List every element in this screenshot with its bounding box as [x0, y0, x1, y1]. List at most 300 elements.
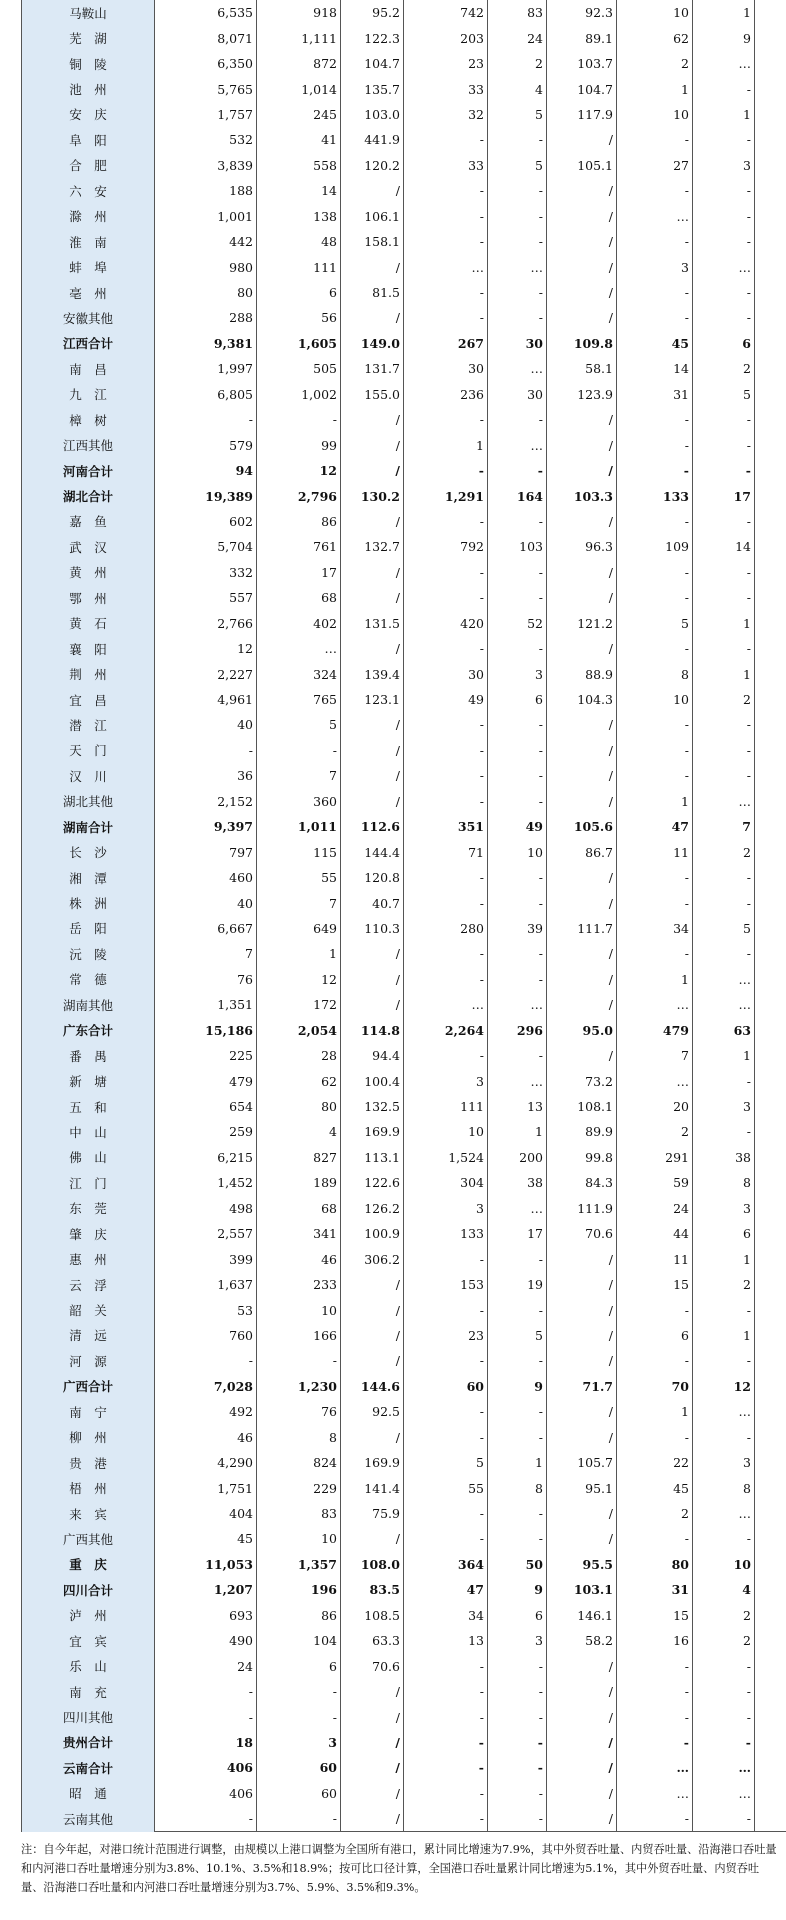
table-row: [22, 890, 786, 915]
value-cell-col1: 479: [155, 1068, 257, 1093]
value-cell-col3: /: [341, 1272, 404, 1297]
value-cell-col2: 48: [257, 229, 341, 254]
value-cell-col1: 40: [155, 712, 257, 737]
value-cell-col8: 5: [693, 916, 755, 941]
value-cell-col9: [755, 1628, 786, 1653]
value-cell-col5: 5: [488, 102, 547, 127]
value-cell-col8: -: [693, 76, 755, 101]
table-row: [22, 280, 786, 305]
value-cell-col8: -: [693, 1526, 755, 1551]
value-cell-col3: 122.3: [341, 25, 404, 50]
value-cell-col7: 6: [617, 1323, 693, 1348]
port-name-cell: 蚌 埠: [22, 254, 155, 279]
value-cell-col5: 3: [488, 661, 547, 686]
value-cell-col6: /: [547, 1704, 617, 1729]
table-row: [22, 254, 786, 279]
value-cell-col3: 131.5: [341, 611, 404, 636]
value-cell-col5: -: [488, 738, 547, 763]
value-cell-col1: 4,290: [155, 1450, 257, 1475]
value-cell-col1: 1,997: [155, 356, 257, 381]
value-cell-col5: 30: [488, 331, 547, 356]
port-name-cell: 云南合计: [22, 1755, 155, 1780]
value-cell-col6: /: [547, 712, 617, 737]
value-cell-col3: 83.5: [341, 1577, 404, 1602]
value-cell-col7: -: [617, 560, 693, 585]
port-name-cell: 黄 石: [22, 611, 155, 636]
value-cell-col6: 95.0: [547, 1018, 617, 1043]
port-name-cell: 株 洲: [22, 890, 155, 915]
value-cell-col2: 14: [257, 178, 341, 203]
value-cell-col2: 189: [257, 1170, 341, 1195]
value-cell-col2: 172: [257, 992, 341, 1017]
table-row-subtotal: [22, 1577, 786, 1602]
value-cell-col1: 7: [155, 941, 257, 966]
table-row: [22, 102, 786, 127]
value-cell-col4: 1: [404, 432, 488, 457]
value-cell-col9: [755, 1653, 786, 1678]
port-name-cell: 潜 江: [22, 712, 155, 737]
port-name-cell: 武 汉: [22, 534, 155, 559]
value-cell-col7: -: [617, 280, 693, 305]
value-cell-col1: 2,557: [155, 1221, 257, 1246]
table-row: [22, 1450, 786, 1475]
value-cell-col7: -: [617, 738, 693, 763]
value-cell-col9: [755, 305, 786, 330]
value-cell-col9: [755, 1297, 786, 1322]
value-cell-col4: -: [404, 712, 488, 737]
value-cell-col3: /: [341, 509, 404, 534]
value-cell-col6: /: [547, 1755, 617, 1780]
value-cell-col4: 49: [404, 687, 488, 712]
value-cell-col4: -: [404, 763, 488, 788]
value-cell-col2: 6: [257, 1653, 341, 1678]
value-cell-col5: -: [488, 458, 547, 483]
value-cell-col9: [755, 1781, 786, 1806]
value-cell-col5: 24: [488, 25, 547, 50]
value-cell-col8: -: [693, 712, 755, 737]
value-cell-col8: …: [693, 254, 755, 279]
port-name-cell: 南 昌: [22, 356, 155, 381]
table-row: [22, 865, 786, 890]
port-name-cell: 贵州合计: [22, 1730, 155, 1755]
value-cell-col4: 1,524: [404, 1145, 488, 1170]
value-cell-col2: -: [257, 407, 341, 432]
value-cell-col9: [755, 509, 786, 534]
value-cell-col8: 4: [693, 1577, 755, 1602]
value-cell-col2: 245: [257, 102, 341, 127]
value-cell-col8: -: [693, 1119, 755, 1144]
value-cell-col9: [755, 1501, 786, 1526]
value-cell-col5: 39: [488, 916, 547, 941]
value-cell-col6: 104.7: [547, 76, 617, 101]
value-cell-col3: 130.2: [341, 483, 404, 508]
value-cell-col8: …: [693, 1781, 755, 1806]
value-cell-col5: 10: [488, 839, 547, 864]
table-row: [22, 51, 786, 76]
value-cell-col8: 2: [693, 839, 755, 864]
value-cell-col5: -: [488, 1501, 547, 1526]
value-cell-col1: 53: [155, 1297, 257, 1322]
value-cell-col4: -: [404, 1704, 488, 1729]
value-cell-col2: -: [257, 1704, 341, 1729]
port-name-cell: 梧 州: [22, 1475, 155, 1500]
value-cell-col5: 5: [488, 1323, 547, 1348]
value-cell-col1: 40: [155, 890, 257, 915]
value-cell-col9: [755, 636, 786, 661]
value-cell-col3: /: [341, 560, 404, 585]
value-cell-col2: 402: [257, 611, 341, 636]
value-cell-col8: -: [693, 1348, 755, 1373]
value-cell-col9: [755, 1603, 786, 1628]
value-cell-col6: /: [547, 305, 617, 330]
table-row: [22, 25, 786, 50]
value-cell-col4: -: [404, 305, 488, 330]
table-row: [22, 789, 786, 814]
value-cell-col4: 792: [404, 534, 488, 559]
value-cell-col6: 58.1: [547, 356, 617, 381]
table-row: [22, 1119, 786, 1144]
value-cell-col4: -: [404, 560, 488, 585]
value-cell-col4: -: [404, 585, 488, 610]
value-cell-col4: 10: [404, 1119, 488, 1144]
value-cell-col5: -: [488, 763, 547, 788]
value-cell-col6: /: [547, 890, 617, 915]
value-cell-col9: [755, 738, 786, 763]
value-cell-col6: /: [547, 1679, 617, 1704]
value-cell-col7: 1: [617, 1399, 693, 1424]
value-cell-col7: 8: [617, 661, 693, 686]
value-cell-col5: 103: [488, 534, 547, 559]
value-cell-col6: 99.8: [547, 1145, 617, 1170]
value-cell-col8: 10: [693, 1552, 755, 1577]
value-cell-col2: 824: [257, 1450, 341, 1475]
value-cell-col6: 103.7: [547, 51, 617, 76]
value-cell-col9: [755, 1755, 786, 1780]
value-cell-col8: -: [693, 890, 755, 915]
value-cell-col2: 68: [257, 1196, 341, 1221]
value-cell-col4: -: [404, 1755, 488, 1780]
value-cell-col2: 827: [257, 1145, 341, 1170]
value-cell-col5: -: [488, 1653, 547, 1678]
value-cell-col6: 108.1: [547, 1094, 617, 1119]
value-cell-col3: /: [341, 1730, 404, 1755]
value-cell-col5: -: [488, 1043, 547, 1068]
value-cell-col4: 267: [404, 331, 488, 356]
value-cell-col4: -: [404, 204, 488, 229]
value-cell-col6: 88.9: [547, 661, 617, 686]
value-cell-col9: [755, 687, 786, 712]
port-name-cell: 江西其他: [22, 432, 155, 457]
table-row-subtotal: [22, 1552, 786, 1577]
value-cell-col6: 92.3: [547, 0, 617, 25]
value-cell-col2: 872: [257, 51, 341, 76]
value-cell-col1: 579: [155, 432, 257, 457]
port-name-cell: 安 庆: [22, 102, 155, 127]
port-name-cell: 常 德: [22, 967, 155, 992]
port-name-cell: 阜 阳: [22, 127, 155, 152]
value-cell-col1: 259: [155, 1119, 257, 1144]
table-row: [22, 407, 786, 432]
port-name-cell: 泸 州: [22, 1603, 155, 1628]
port-name-cell: 湖南其他: [22, 992, 155, 1017]
value-cell-col7: 1: [617, 76, 693, 101]
port-name-cell: 嘉 鱼: [22, 509, 155, 534]
value-cell-col8: -: [693, 763, 755, 788]
value-cell-col2: 60: [257, 1755, 341, 1780]
value-cell-col1: 498: [155, 1196, 257, 1221]
value-cell-col6: 103.3: [547, 483, 617, 508]
value-cell-col9: [755, 1679, 786, 1704]
value-cell-col6: 89.9: [547, 1119, 617, 1144]
table-row: [22, 1781, 786, 1806]
value-cell-col9: [755, 1119, 786, 1144]
value-cell-col4: -: [404, 636, 488, 661]
value-cell-col7: 2: [617, 51, 693, 76]
value-cell-col3: 132.5: [341, 1094, 404, 1119]
port-name-cell: 广西合计: [22, 1374, 155, 1399]
value-cell-col8: -: [693, 941, 755, 966]
value-cell-col9: [755, 1196, 786, 1221]
table-row-subtotal: [22, 1755, 786, 1780]
value-cell-col1: 1,207: [155, 1577, 257, 1602]
value-cell-col6: 86.7: [547, 839, 617, 864]
value-cell-col4: -: [404, 941, 488, 966]
value-cell-col1: -: [155, 1704, 257, 1729]
value-cell-col6: 70.6: [547, 1221, 617, 1246]
value-cell-col1: 490: [155, 1628, 257, 1653]
port-name-cell: 惠 州: [22, 1246, 155, 1271]
port-name-cell: 淮 南: [22, 229, 155, 254]
value-cell-col9: [755, 814, 786, 839]
value-cell-col5: …: [488, 1196, 547, 1221]
table-row: [22, 1425, 786, 1450]
value-cell-col5: -: [488, 1806, 547, 1831]
value-cell-col6: /: [547, 1272, 617, 1297]
value-cell-col5: 6: [488, 687, 547, 712]
value-cell-col1: 36: [155, 763, 257, 788]
table-row: [22, 178, 786, 203]
value-cell-col9: [755, 331, 786, 356]
value-cell-col7: …: [617, 1068, 693, 1093]
port-name-cell: 肇 庆: [22, 1221, 155, 1246]
value-cell-col5: -: [488, 1755, 547, 1780]
value-cell-col7: 80: [617, 1552, 693, 1577]
value-cell-col5: -: [488, 407, 547, 432]
table-row: [22, 941, 786, 966]
value-cell-col7: -: [617, 1653, 693, 1678]
value-cell-col9: [755, 1704, 786, 1729]
value-cell-col7: -: [617, 585, 693, 610]
table-row: [22, 1043, 786, 1068]
value-cell-col9: [755, 1018, 786, 1043]
value-cell-col4: -: [404, 458, 488, 483]
table-row: [22, 1526, 786, 1551]
value-cell-col3: 108.5: [341, 1603, 404, 1628]
value-cell-col8: -: [693, 560, 755, 585]
value-cell-col9: [755, 25, 786, 50]
value-cell-col5: -: [488, 789, 547, 814]
value-cell-col5: 6: [488, 1603, 547, 1628]
value-cell-col6: 95.5: [547, 1552, 617, 1577]
value-cell-col9: [755, 1323, 786, 1348]
value-cell-col2: 761: [257, 534, 341, 559]
value-cell-col4: -: [404, 1297, 488, 1322]
value-cell-col6: /: [547, 407, 617, 432]
value-cell-col2: 918: [257, 0, 341, 25]
value-cell-col4: 23: [404, 51, 488, 76]
value-cell-col2: 1,002: [257, 382, 341, 407]
port-name-cell: 合 肥: [22, 153, 155, 178]
value-cell-col1: 654: [155, 1094, 257, 1119]
value-cell-col2: 1,111: [257, 25, 341, 50]
value-cell-col9: [755, 51, 786, 76]
value-cell-col2: …: [257, 636, 341, 661]
port-name-cell: 南 宁: [22, 1399, 155, 1424]
value-cell-col4: -: [404, 738, 488, 763]
value-cell-col8: -: [693, 178, 755, 203]
value-cell-col8: …: [693, 992, 755, 1017]
value-cell-col1: 404: [155, 1501, 257, 1526]
value-cell-col3: 141.4: [341, 1475, 404, 1500]
table-row-subtotal: [22, 1730, 786, 1755]
value-cell-col7: 109: [617, 534, 693, 559]
table-row: [22, 1679, 786, 1704]
port-name-cell: 汉 川: [22, 763, 155, 788]
value-cell-col6: /: [547, 1246, 617, 1271]
value-cell-col9: [755, 204, 786, 229]
value-cell-col6: 105.1: [547, 153, 617, 178]
value-cell-col3: 169.9: [341, 1119, 404, 1144]
value-cell-col6: /: [547, 636, 617, 661]
value-cell-col4: 34: [404, 1603, 488, 1628]
value-cell-col6: 105.6: [547, 814, 617, 839]
value-cell-col4: -: [404, 127, 488, 152]
value-cell-col3: /: [341, 763, 404, 788]
value-cell-col3: /: [341, 712, 404, 737]
value-cell-col7: -: [617, 1806, 693, 1831]
value-cell-col6: /: [547, 1399, 617, 1424]
value-cell-col1: 6,350: [155, 51, 257, 76]
value-cell-col2: 649: [257, 916, 341, 941]
value-cell-col9: [755, 967, 786, 992]
value-cell-col3: 75.9: [341, 1501, 404, 1526]
value-cell-col1: 797: [155, 839, 257, 864]
value-cell-col2: 86: [257, 1603, 341, 1628]
value-cell-col9: [755, 534, 786, 559]
value-cell-col5: 50: [488, 1552, 547, 1577]
value-cell-col5: -: [488, 1730, 547, 1755]
value-cell-col2: 558: [257, 153, 341, 178]
port-name-cell: 重 庆: [22, 1552, 155, 1577]
value-cell-col8: …: [693, 1501, 755, 1526]
value-cell-col7: -: [617, 1425, 693, 1450]
table-row: [22, 967, 786, 992]
value-cell-col9: [755, 865, 786, 890]
value-cell-col4: 13: [404, 1628, 488, 1653]
value-cell-col5: 3: [488, 1628, 547, 1653]
table-row: [22, 992, 786, 1017]
port-name-cell: 湖北合计: [22, 483, 155, 508]
value-cell-col3: 123.1: [341, 687, 404, 712]
table-row: [22, 712, 786, 737]
table-row: [22, 76, 786, 101]
table-row: [22, 1704, 786, 1729]
value-cell-col7: 15: [617, 1272, 693, 1297]
value-cell-col5: -: [488, 1781, 547, 1806]
value-cell-col3: 81.5: [341, 280, 404, 305]
value-cell-col3: 110.3: [341, 916, 404, 941]
value-cell-col9: [755, 229, 786, 254]
value-cell-col9: [755, 1399, 786, 1424]
value-cell-col6: /: [547, 254, 617, 279]
value-cell-col8: -: [693, 305, 755, 330]
table-row: [22, 1475, 786, 1500]
value-cell-col9: [755, 382, 786, 407]
value-cell-col5: -: [488, 280, 547, 305]
value-cell-col5: 49: [488, 814, 547, 839]
value-cell-col3: 144.4: [341, 839, 404, 864]
value-cell-col9: [755, 1068, 786, 1093]
value-cell-col7: 10: [617, 102, 693, 127]
value-cell-col3: /: [341, 305, 404, 330]
value-cell-col7: 7: [617, 1043, 693, 1068]
value-cell-col7: 45: [617, 1475, 693, 1500]
value-cell-col8: 1: [693, 0, 755, 25]
value-cell-col5: -: [488, 890, 547, 915]
value-cell-col1: 6,667: [155, 916, 257, 941]
value-cell-col9: [755, 1450, 786, 1475]
port-name-cell: 广东合计: [22, 1018, 155, 1043]
value-cell-col5: …: [488, 1068, 547, 1093]
value-cell-col3: 149.0: [341, 331, 404, 356]
value-cell-col3: 40.7: [341, 890, 404, 915]
value-cell-col1: -: [155, 1806, 257, 1831]
value-cell-col8: 6: [693, 331, 755, 356]
value-cell-col2: 28: [257, 1043, 341, 1068]
value-cell-col1: -: [155, 738, 257, 763]
value-cell-col8: 8: [693, 1475, 755, 1500]
value-cell-col1: 80: [155, 280, 257, 305]
value-cell-col8: -: [693, 229, 755, 254]
value-cell-col4: -: [404, 407, 488, 432]
table-row: [22, 1323, 786, 1348]
value-cell-col4: -: [404, 1399, 488, 1424]
value-cell-col6: 104.3: [547, 687, 617, 712]
value-cell-col5: 38: [488, 1170, 547, 1195]
value-cell-col3: 132.7: [341, 534, 404, 559]
value-cell-col8: 2: [693, 356, 755, 381]
value-cell-col7: -: [617, 509, 693, 534]
value-cell-col4: 1,291: [404, 483, 488, 508]
value-cell-col2: 233: [257, 1272, 341, 1297]
value-cell-col6: /: [547, 229, 617, 254]
value-cell-col8: -: [693, 509, 755, 534]
value-cell-col4: 742: [404, 0, 488, 25]
value-cell-col8: 12: [693, 1374, 755, 1399]
value-cell-col7: 11: [617, 1246, 693, 1271]
value-cell-col7: -: [617, 1679, 693, 1704]
value-cell-col2: 60: [257, 1781, 341, 1806]
value-cell-col4: -: [404, 789, 488, 814]
value-cell-col5: -: [488, 1704, 547, 1729]
value-cell-col8: 6: [693, 1221, 755, 1246]
value-cell-col2: 104: [257, 1628, 341, 1653]
value-cell-col8: 3: [693, 1094, 755, 1119]
footnote: 注：自今年起，对港口统计范围进行调整，由规模以上港口调整为全国所有港口，累计同比增速为7.9%，其中外贸吞吐量、内贸吞吐量、沿海港口吞吐量和内河港口吞吐量增速分别为3.8%、10.1%、3.5%和18.9%；按可比口径计算，全国港口吞吐量累计同比增速为5.1%，其中外贸吞吐量、内贸吞吐量、沿海港口吞吐量和内河港口吞吐量增速分别为3.7%、5.9%、3.5%和9.3%。: [21, 1843, 777, 1894]
value-cell-col3: /: [341, 1806, 404, 1831]
value-cell-col3: 106.1: [341, 204, 404, 229]
value-cell-col7: 45: [617, 331, 693, 356]
